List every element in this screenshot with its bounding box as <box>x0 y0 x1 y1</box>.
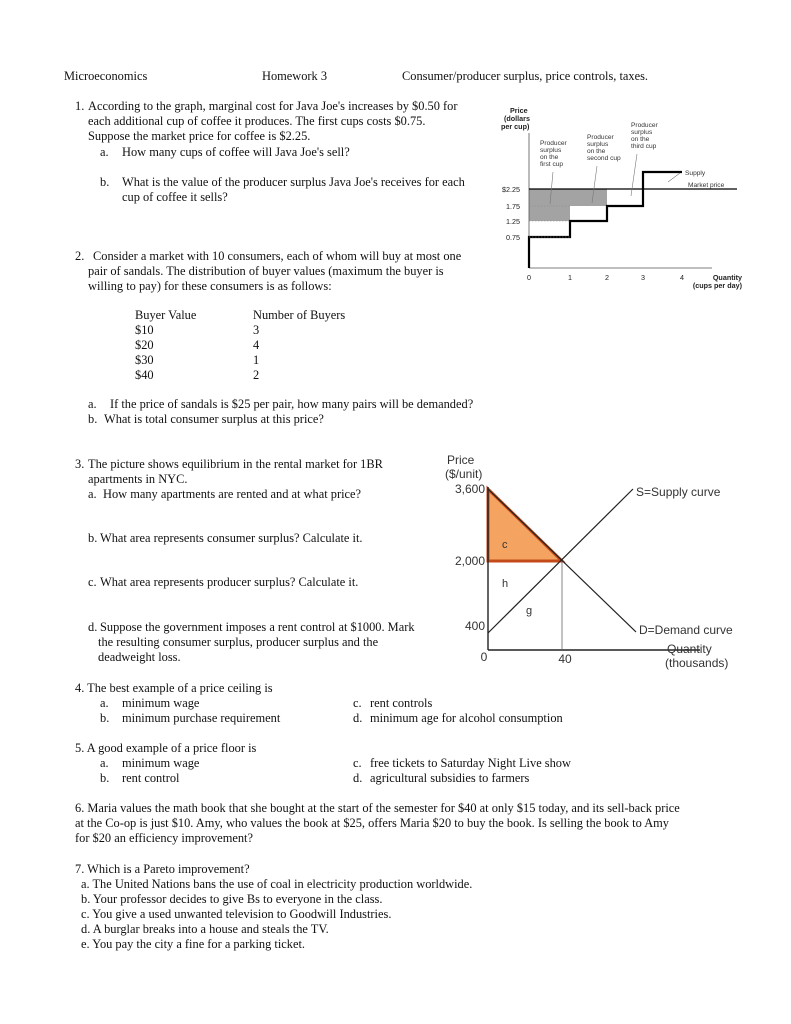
graph2-xtick: 40 <box>558 652 572 666</box>
area-label-g: g <box>526 605 533 617</box>
graph1-ylabel <box>501 106 530 131</box>
q4-option-text: minimum age for alcohol consumption <box>370 711 563 725</box>
q2-line: willing to pay) for these consumers is as follows: <box>88 279 332 293</box>
graph1-xtick: 2 <box>605 273 609 282</box>
q4-option-text: minimum wage <box>122 696 200 710</box>
q5-option-label: d. <box>353 771 363 785</box>
annot-third-cup: third cup <box>631 143 657 150</box>
table-cell: $40 <box>135 368 154 382</box>
table-cell: $20 <box>135 338 154 352</box>
q1b-label: b. <box>100 175 110 189</box>
table-cell: $10 <box>135 323 154 337</box>
q5-option-text: minimum wage <box>122 756 200 770</box>
q4-option-label: c. <box>353 696 362 710</box>
q3b-label: b. <box>88 531 98 545</box>
q2-number: 2. <box>75 249 85 263</box>
q5-option-text: rent control <box>122 771 180 785</box>
demand-curve-label: D=Demand curve <box>639 623 733 637</box>
q5-option-text: agricultural subsidies to farmers <box>370 771 530 785</box>
graph1-ytick: 1.25 <box>506 217 520 226</box>
graph1-xtick: 1 <box>568 273 572 282</box>
graph1-ylabel-line: (dollars <box>504 114 530 123</box>
q1a-text: How many cups of coffee will Java Joe's sell? <box>122 145 350 159</box>
annot-second-cup: surplus <box>587 141 609 148</box>
q5-option-text: free tickets to Saturday Night Live show <box>370 756 571 770</box>
q3a-text: How many apartments are rented and at what price? <box>103 487 362 501</box>
area-label-h: h <box>502 578 509 590</box>
q5-option-label: c. <box>353 756 362 770</box>
annot-third-cup: surplus <box>631 129 653 136</box>
q3d-text: the resulting consumer surplus, producer surplus and the <box>98 635 379 649</box>
q6-line: at the Co-op is just $10. Amy, who values the book at $25, offers Maria $20 to buy the book. Is selling the book to Amy <box>75 816 669 830</box>
q1b-text: What is the value of the producer surplus Java Joe's receives for each <box>122 175 465 189</box>
annot-second-cup: on the <box>587 148 606 155</box>
q4-option-label: d. <box>353 711 363 725</box>
graph2-xlabel: Quantity <box>667 642 712 656</box>
q2-line: Consider a market with 10 consumers, each of whom will buy at most one <box>93 249 462 263</box>
table-header-value: Buyer Value <box>135 308 197 322</box>
course-title: Microeconomics <box>64 69 148 83</box>
q5-option-label: b. <box>100 771 110 785</box>
annot-second-cup: second cup <box>587 155 621 162</box>
graph2-ylabel: Price <box>447 453 475 467</box>
q3d-text: deadweight loss. <box>98 650 181 664</box>
table-cell: 1 <box>253 353 260 367</box>
graph2-xtick: 0 <box>480 650 488 664</box>
graph2-ytick: 2,000 <box>454 554 485 568</box>
graph1-xtick: 4 <box>680 273 684 282</box>
producer-surplus-area <box>529 189 607 221</box>
q2b-label: b. <box>88 412 98 426</box>
q3b-text: What area represents consumer surplus? Calculate it. <box>100 531 363 545</box>
annot-first-cup: first cup <box>540 161 564 168</box>
supply-curve-label: S=Supply curve <box>636 485 721 499</box>
q7-option: a. The United Nations bans the use of coal in electricity production worldwide. <box>81 877 473 891</box>
table-cell: 4 <box>253 338 260 352</box>
q3a-label: a. <box>88 487 97 501</box>
q2a-text: If the price of sandals is $25 per pair, how many pairs will be demanded? <box>110 397 474 411</box>
q7-option: e. You pay the city a fine for a parking ticket. <box>81 937 305 951</box>
q6-line: for $20 an efficiency improvement? <box>75 831 253 845</box>
graph2-ytick: 3,600 <box>454 482 485 496</box>
q1-line: each additional cup of coffee it produces. The first cups costs $0.75. <box>88 114 426 128</box>
annot-first-cup: on the <box>540 154 559 161</box>
market-price-label: Market price <box>688 182 725 189</box>
annot-third-cup: on the <box>631 136 650 143</box>
q5-text: 5. A good example of a price floor is <box>75 741 257 755</box>
q1-line: Suppose the market price for coffee is $2.25. <box>88 129 311 143</box>
q3d-text: Suppose the government imposes a rent control at $1000. Mark <box>100 620 415 634</box>
table-cell: $30 <box>135 353 154 367</box>
q3d-label: d. <box>88 620 98 634</box>
q1a-label: a. <box>100 145 109 159</box>
q4-text: 4. The best example of a price ceiling is <box>75 681 273 695</box>
q7-option: d. A burglar breaks into a house and steals the TV. <box>81 922 329 936</box>
table-cell: 3 <box>253 323 260 337</box>
graph1-ylabel-line: per cup) <box>501 122 530 131</box>
q3-number: 3. <box>75 457 85 471</box>
rental-market-graph <box>440 450 750 675</box>
q4-option-text: minimum purchase requirement <box>122 711 281 725</box>
graph1-ylabel-line: Price <box>510 106 528 115</box>
q7-option: c. You give a used unwanted television to Goodwill Industries. <box>81 907 392 921</box>
annot-first-cup: surplus <box>540 147 562 154</box>
graph2-xlabel: (thousands) <box>665 656 729 670</box>
q2a-label: a. <box>88 397 97 411</box>
annot-first-cup: Producer <box>540 140 567 147</box>
q3-line: The picture shows equilibrium in the rental market for 1BR <box>88 457 383 471</box>
q3c-label: c. <box>88 575 97 589</box>
annot-second-cup: Producer <box>587 134 614 141</box>
q2b-text: What is total consumer surplus at this price? <box>104 412 324 426</box>
topic-title: Consumer/producer surplus, price controls, taxes. <box>402 69 649 83</box>
annot-third-cup: Producer <box>631 122 658 129</box>
q7-option: b. Your professor decides to give Bs to everyone in the class. <box>81 892 383 906</box>
graph1-ytick: $2.25 <box>502 185 520 194</box>
producer-surplus-graph <box>490 100 750 295</box>
graph2-ylabel: ($/unit) <box>445 467 483 481</box>
q2-line: pair of sandals. The distribution of buyer values (maximum the buyer is <box>88 264 444 278</box>
q3-line: apartments in NYC. <box>88 472 188 486</box>
table-cell: 2 <box>253 368 260 382</box>
graph1-ytick: 0.75 <box>506 233 520 242</box>
graph1-ytick: 1.75 <box>506 202 520 211</box>
q4-option-label: a. <box>100 696 109 710</box>
table-header-count: Number of Buyers <box>253 308 346 322</box>
supply-label: Supply <box>685 170 706 177</box>
q5-option-label: a. <box>100 756 109 770</box>
q7-text: 7. Which is a Pareto improvement? <box>75 862 250 876</box>
q3c-text: What area represents producer surplus? Calculate it. <box>100 575 359 589</box>
graph2-ytick: 400 <box>464 619 485 633</box>
area-label-c: c <box>502 539 508 551</box>
assignment-title: Homework 3 <box>262 69 328 83</box>
q1-number: 1. <box>75 99 85 113</box>
q1-line: According to the graph, marginal cost for Java Joe's increases by $0.50 for <box>88 99 458 113</box>
q6-line: 6. Maria values the math book that she bought at the start of the semester for $40 at only $15 today, and its sell-back price <box>75 801 680 815</box>
graph1-xtick: 3 <box>641 273 645 282</box>
q4-option-label: b. <box>100 711 110 725</box>
graph1-xlabel: Quantity <box>712 273 742 282</box>
graph1-xtick: 0 <box>527 273 531 282</box>
q1b-text: cup of coffee it sells? <box>122 190 228 204</box>
graph1-xlabel: (cups per day) <box>692 281 742 290</box>
q4-option-text: rent controls <box>370 696 433 710</box>
